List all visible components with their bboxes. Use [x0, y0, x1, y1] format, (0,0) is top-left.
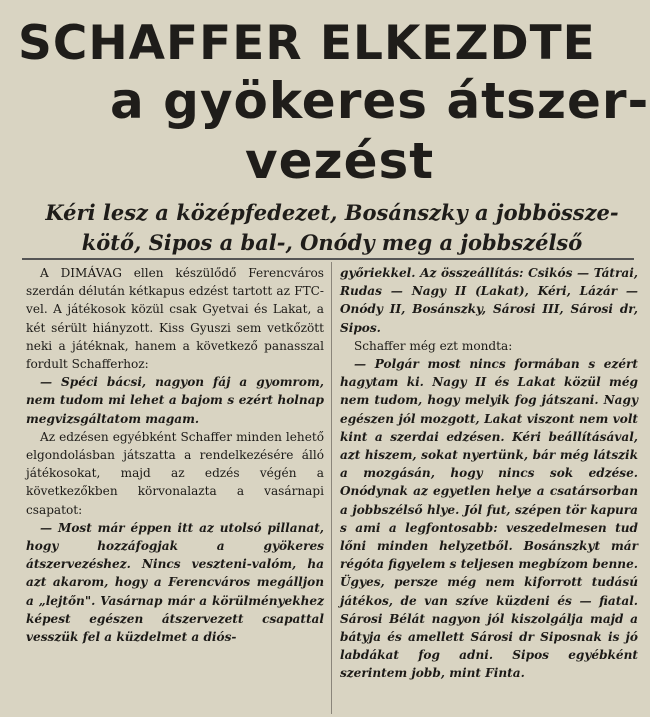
article-paragraph: Schaffer még ezt mondta: — [354, 338, 513, 353]
article-quote: — Polgár most nincs formában s ezért hagytam ki. Nagy II és Lakat közül még nem tudom, hogy melyik fog játszani. Nagy egészen jól mozgott, Lakat viszont nem volt kint a szerdai edzésen. Kéri beállításával, azt hiszem, sokat nyertünk, bár még látszik a mozgásán, hogy nincs sok edzése. Onódynak az egyetlen helye a csatársorban a jobbszélső hlye. Jól fut, szépen tör kapura s ami a legfontosabb: veszedelmesen tud lőni minden helyzetből. Bosánszkyt már régóta figyelem s teljesen megbízom benne. Ügyes, persze még nem kiforrott tudású játékos, de van szíve küzdeni és — fiatal. Sárosi Bélát nagyon jól kiszolgálja majd a bátyja és amellett Sárosi dr Siposnak is jó labdákat fog adni. Sipos egyébként szerintem jobb, mint Finta. — [340, 357, 638, 681]
article-column-left — [26, 264, 324, 646]
article-lineup: győriekkel. Az összeállítás: Csikós — Tátrai, Rudas — Nagy II (Lakat), Kéri, Lázár —Onódy II, Bosánszky, Sárosi III, Sárosi dr, Sipos. — [340, 266, 638, 335]
article-quote: — Most már éppen itt az utolsó pillanat, hogy hozzáfogjak a gyökeres átszervezéshez. Nincs veszteni-valóm, ha azt akarom, hogy a Ferencváros megálljon a „lejtőn". Vasárnap már a körülményekhez képest egészen átszervezett csapattal vesszük fel a küzdelmet a diós- — [26, 520, 324, 645]
article-quote: — Spéci bácsi, nagyon fáj a gyomrom, nem tudom mi lehet a bajom s ezért holnap megvizsgáltatom magam. — [26, 375, 324, 426]
subheadline-line-2: kötő, Sipos a bal-, Onódy meg a jobbszélső — [81, 230, 583, 255]
article-paragraph: A DIMÁVAG ellen készülődő Ferencváros szerdán délután kétkapus edzést tartott az FTC-vel. A játékosok közül csak Gyetvai és Lakat, a két sérült hiányzott. Kiss Gyuszi sem vetkőzött neki a játéknak, hanem a következő panasszal fordult Schafferhoz: — [26, 266, 324, 372]
headline-line-2: a gyökeres átszer- — [110, 72, 650, 130]
column-divider — [331, 262, 332, 714]
headline-line-1: SCHAFFER ELKEZDTE — [18, 16, 596, 71]
section-rule — [22, 258, 634, 260]
article-paragraph: Az edzésen egyébként Schaffer minden lehető elgondolásban játszatta a rendelkezésére álló játékosokat, majd az edzés végén a következőkben körvonalazta a vasárnapi csapatot: — [26, 429, 324, 517]
subheadline-line-1: Kéri lesz a középfedezet, Bosánszky a jobbössze- — [45, 200, 619, 225]
article-column-right — [340, 264, 638, 683]
headline-line-3: vezést — [245, 132, 435, 190]
